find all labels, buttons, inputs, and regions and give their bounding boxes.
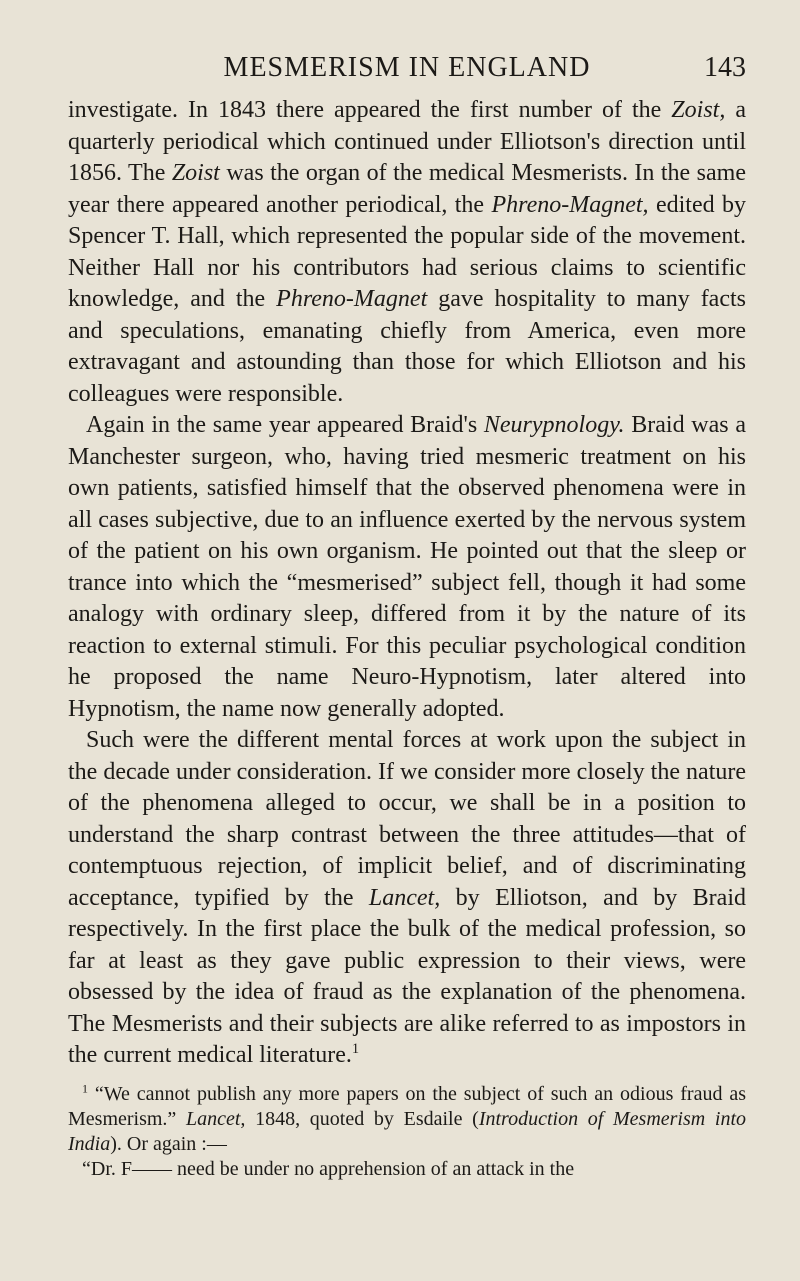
text-run: investigate. In 1843 there appeared the first number of the [68,97,672,123]
text-run: “Dr. F—— need be under no apprehension of an attack in the [82,1157,575,1180]
italic-title: Zoist, [671,97,726,123]
paragraph-1 [68,95,746,410]
italic-title: Zoist [171,160,220,186]
text-run: by Elliotson, and by Braid respectively. In the first place the bulk of the medical profession, so far at least as they gave public expression to their views, were obsessed by the idea of fraud as the explanation of the phenomena. The Mesmerists and their subjects are alike referred to as impostors in the current medical literature. [68,884,746,1068]
italic-title: Lancet, [186,1107,246,1130]
text-run: 1848, quoted by Esdaile ( [245,1107,479,1130]
running-title: MESMERISM IN ENGLAND [223,52,591,83]
text-run: Again in the same year appeared Braid's [86,412,484,438]
italic-title: Phreno-Magnet, [491,191,649,218]
text-run: ). Or again :— [110,1132,227,1155]
italic-title: Lancet, [368,884,441,911]
paragraph-2 [68,410,746,725]
text-run: was the organ of the medical Mesmerists. In the same year there appeared another periodical, the [68,160,746,218]
footnote-1 [68,1082,746,1157]
running-header [68,48,746,88]
body-text [68,95,746,1072]
italic-title: Phreno-Magnet [276,286,428,312]
page-number: 143 [704,52,746,83]
text-run: gave hospitality to many facts and speculations, emanating chiefly from America, even more extravagant and astounding than those for which Elliotson and his colleagues were responsible. [68,286,746,407]
italic-title: Neurypnology. [483,412,625,438]
footnote-marker: 1 [351,1041,360,1057]
footnotes [68,1082,746,1182]
italic-title: Introduction of Mesmerism into India [68,1107,747,1155]
footnote-marker: 1 [82,1080,88,1095]
paragraph-3 [68,725,746,1072]
text-run: edited by Spencer T. Hall, which represented the popular side of the movement. Neither Hall nor his contributors had serious claims to scientific knowledge, and the [68,191,746,312]
text-run: “We cannot publish any more papers on the subject of such an odious fraud as Mesmerism.” [68,1082,746,1130]
text-run: Such were the different mental forces at work upon the subject in the decade under consideration. If we consider more closely the nature of the phenomena alleged to occur, we shall be in a position to understand the sharp contrast between the three attitudes—that of contemptuous rejection, of implicit belief, and of discriminating acceptance, typified by the [68,727,746,911]
text-run: a quarterly periodical which continued under Elliotson's direction until 1856. The [68,97,746,186]
footnote-1-continued [68,1157,746,1182]
text-run: Braid was a Manchester surgeon, who, having tried mesmeric treatment on his own patients, satisfied himself that the observed phenomena were in all cases subjective, due to an influence exerted by the nervous system of the patient on his own organism. He pointed out that the sleep or trance into which the “mesmerised” subject fell, though it had some analogy with ordinary sleep, differed from it by the nature of its reaction to external stimuli. For this peculiar psychological condition he proposed the name Neuro-Hypnotism, later altered into Hypnotism, the name now generally adopted. [68,412,747,722]
